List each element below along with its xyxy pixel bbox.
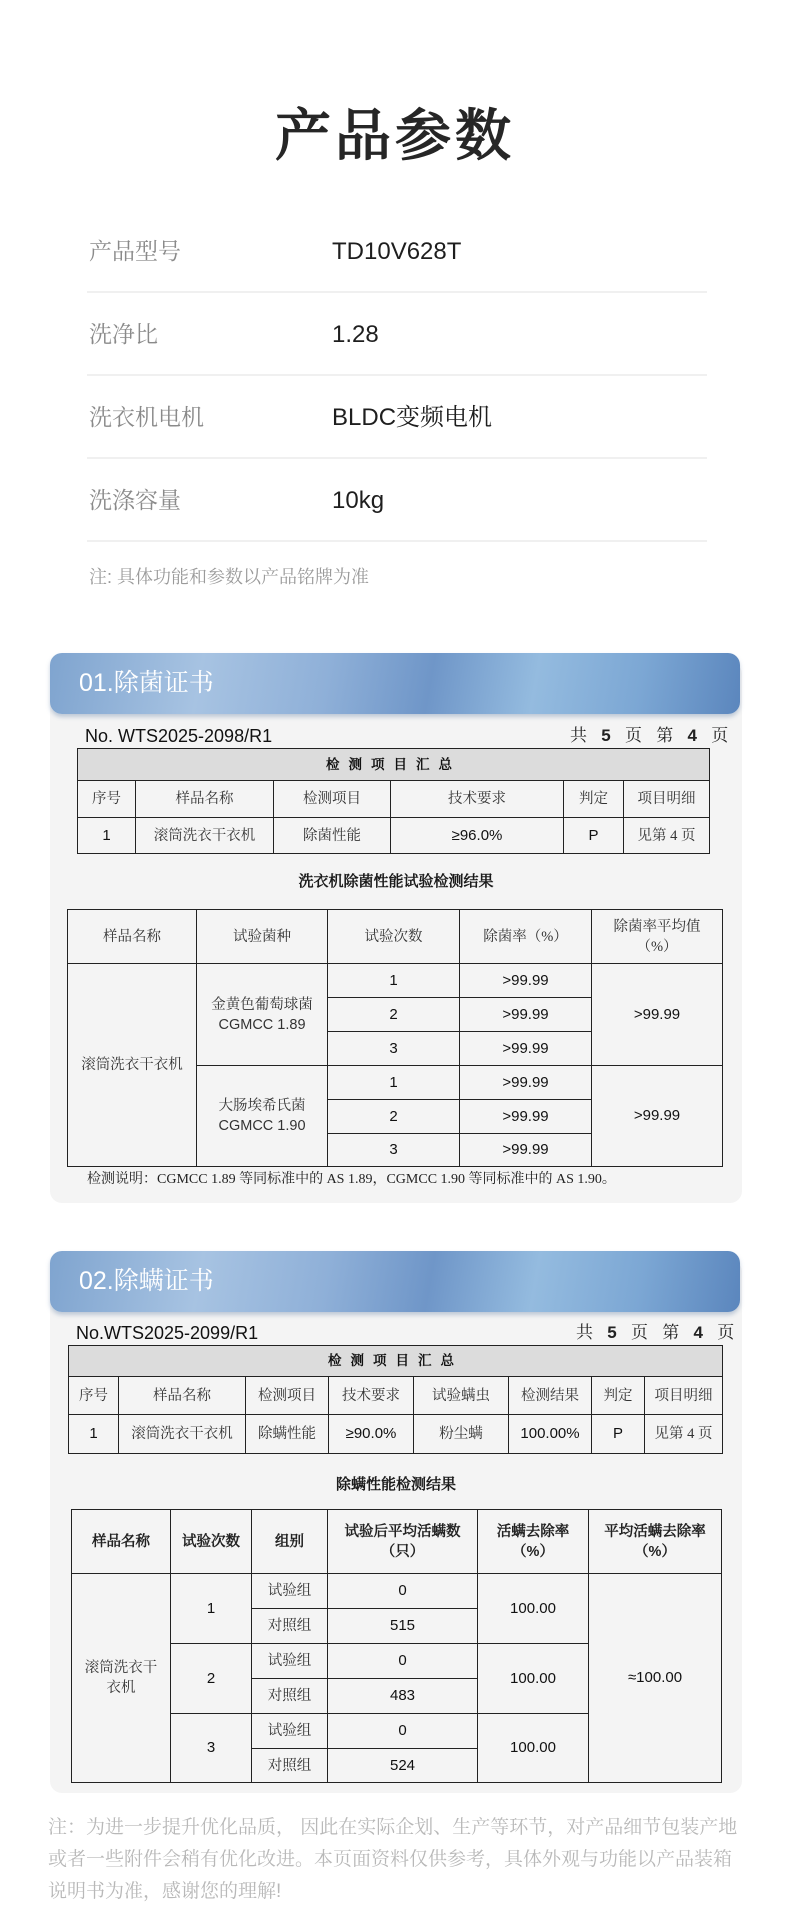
cell-sample: 滚筒洗衣干衣机 (68, 964, 197, 1167)
results-header-row (72, 1510, 722, 1574)
cell-avg: ≈100.00 (589, 1574, 722, 1783)
cell: 100.00 (478, 1714, 589, 1783)
th-trial: 试验次数 (171, 1510, 252, 1574)
cell: 0 (328, 1574, 478, 1609)
section-title: 02.除螨证书 (79, 1267, 214, 1295)
cell: 483 (328, 1679, 478, 1714)
cell: P (592, 1415, 645, 1454)
param-value: BLDC变频电机 (332, 404, 493, 431)
param-label: 产品型号 (89, 238, 181, 264)
results-table-sterilization (67, 909, 723, 1167)
cell: 0 (328, 1714, 478, 1749)
cell: 3 (328, 1032, 460, 1066)
cell: 1 (78, 818, 136, 854)
params-note: 注: 具体功能和参数以产品铭牌为准 (89, 567, 370, 587)
results-title: 除螨性能检测结果 (335, 1476, 456, 1493)
cell: 515 (328, 1609, 478, 1644)
results-title: 洗衣机除菌性能试验检测结果 (298, 873, 494, 890)
cell: 2 (328, 1100, 460, 1134)
th-trial: 试验次数 (328, 910, 460, 964)
footer-disclaimer: 注：为进一步提升优化品质， 因此在实际企划、生产等环节，对产品细节包装产地或者一些附件会稍有优化改进。本页面资料仅供参考，具体外观与功能以产品装箱说明书为准，感谢您的理解! (48, 1817, 738, 1902)
th-item: 检测项目 (246, 1377, 329, 1415)
cell-avg: >99.99 (592, 1066, 723, 1167)
table-row (69, 1415, 723, 1454)
cell: 1 (328, 1066, 460, 1100)
cell-avg: >99.99 (592, 964, 723, 1066)
cell-sample: 滚筒洗衣干衣机 (72, 1574, 171, 1783)
th-item: 检测项目 (274, 781, 391, 818)
cell: 见第 4 页 (624, 818, 710, 854)
cell: 100.00% (509, 1415, 592, 1454)
cell: 试验组 (252, 1644, 328, 1679)
param-label: 洗衣机电机 (89, 404, 204, 430)
th-group: 组别 (252, 1510, 328, 1574)
th-sample: 样品名称 (136, 781, 274, 818)
cell: 滚筒洗衣干衣机 (136, 818, 274, 854)
th-avg-live-mites: 试验后平均活螨数（只） (328, 1510, 478, 1574)
cell: 对照组 (252, 1609, 328, 1644)
cell: 试验组 (252, 1574, 328, 1609)
param-value: 1.28 (332, 321, 379, 348)
cell: 滚筒洗衣干衣机 (119, 1415, 246, 1454)
th-sample: 样品名称 (72, 1510, 171, 1574)
cell: 1 (328, 964, 460, 998)
cell: 100.00 (478, 1644, 589, 1714)
param-value: 10kg (332, 487, 385, 514)
cell: >99.99 (460, 1100, 592, 1134)
cell: P (564, 818, 624, 854)
page-info: 共 5 页 第 4 页 (570, 726, 734, 745)
th-detail: 项目明细 (645, 1377, 723, 1415)
cell: 1 (171, 1574, 252, 1644)
page-info: 共 5 页 第 4 页 (576, 1323, 740, 1342)
th-verdict: 判定 (564, 781, 624, 818)
summary-table-mite-removal (68, 1345, 723, 1454)
section-banner-sterilization (50, 653, 740, 714)
page-title: 产品参数 (275, 104, 515, 167)
cell: 对照组 (252, 1749, 328, 1783)
th-rate: 除菌率（%） (460, 910, 592, 964)
table-row (72, 1574, 722, 1609)
th-sample: 样品名称 (68, 910, 197, 964)
param-row-wash-ratio (87, 293, 707, 376)
cell: >99.99 (460, 964, 592, 998)
param-value: TD10V628T (332, 238, 462, 265)
th-verdict: 判定 (592, 1377, 645, 1415)
cell-strain: 金黄色葡萄球菌 CGMCC 1.89 (197, 964, 328, 1066)
cell: 见第 4 页 (645, 1415, 723, 1454)
cell: 除菌性能 (274, 818, 391, 854)
cell: 1 (69, 1415, 119, 1454)
th-requirement: 技术要求 (391, 781, 564, 818)
param-label: 洗净比 (89, 321, 158, 347)
cell: 试验组 (252, 1714, 328, 1749)
summary-title: 检测项目汇总 (78, 749, 710, 781)
th-mite: 试验螨虫 (414, 1377, 509, 1415)
cell: 0 (328, 1644, 478, 1679)
doc-number: No.WTS2025-2099/R1 (76, 1323, 259, 1343)
results-table-mite-removal (71, 1509, 722, 1783)
th-strain: 试验菌种 (197, 910, 328, 964)
cell: 2 (328, 998, 460, 1032)
cell: 100.00 (478, 1574, 589, 1644)
cell: ≥96.0% (391, 818, 564, 854)
cell: 除螨性能 (246, 1415, 329, 1454)
th-index: 序号 (78, 781, 136, 818)
param-row-capacity (87, 459, 707, 542)
table-row (68, 964, 723, 998)
cell: >99.99 (460, 1032, 592, 1066)
cell: ≥90.0% (329, 1415, 414, 1454)
table-row (78, 818, 710, 854)
th-requirement: 技术要求 (329, 1377, 414, 1415)
cell: >99.99 (460, 998, 592, 1032)
cell-strain: 大肠埃希氏菌 CGMCC 1.90 (197, 1066, 328, 1167)
summary-header-row (69, 1377, 723, 1415)
cell: 3 (171, 1714, 252, 1783)
cell: 524 (328, 1749, 478, 1783)
cell: 粉尘螨 (414, 1415, 509, 1454)
section-title: 01.除菌证书 (79, 669, 214, 697)
th-detail: 项目明细 (624, 781, 710, 818)
cell: >99.99 (460, 1066, 592, 1100)
cell: 2 (171, 1644, 252, 1714)
param-row-model (87, 210, 707, 293)
summary-table-sterilization (77, 748, 710, 854)
results-header-row (68, 910, 723, 964)
cell: >99.99 (460, 1134, 592, 1167)
cell: 3 (328, 1134, 460, 1167)
param-row-motor (87, 376, 707, 459)
th-avg-removal-rate: 平均活螨去除率（%） (589, 1510, 722, 1574)
th-sample: 样品名称 (119, 1377, 246, 1415)
param-label: 洗涤容量 (89, 487, 181, 513)
doc-number: No. WTS2025-2098/R1 (85, 726, 273, 746)
summary-header-row (78, 781, 710, 818)
th-result: 检测结果 (509, 1377, 592, 1415)
cert-note: 检测说明：CGMCC 1.89 等同标准中的 AS 1.89，CGMCC 1.90 等同标准中的 AS 1.90。 (87, 1172, 616, 1187)
cell: 对照组 (252, 1679, 328, 1714)
th-avg-rate: 除菌率平均值（%） (592, 910, 723, 964)
th-index: 序号 (69, 1377, 119, 1415)
section-banner-mite-removal (50, 1251, 740, 1312)
summary-title: 检测项目汇总 (69, 1346, 723, 1377)
th-removal-rate: 活螨去除率（%） (478, 1510, 589, 1574)
